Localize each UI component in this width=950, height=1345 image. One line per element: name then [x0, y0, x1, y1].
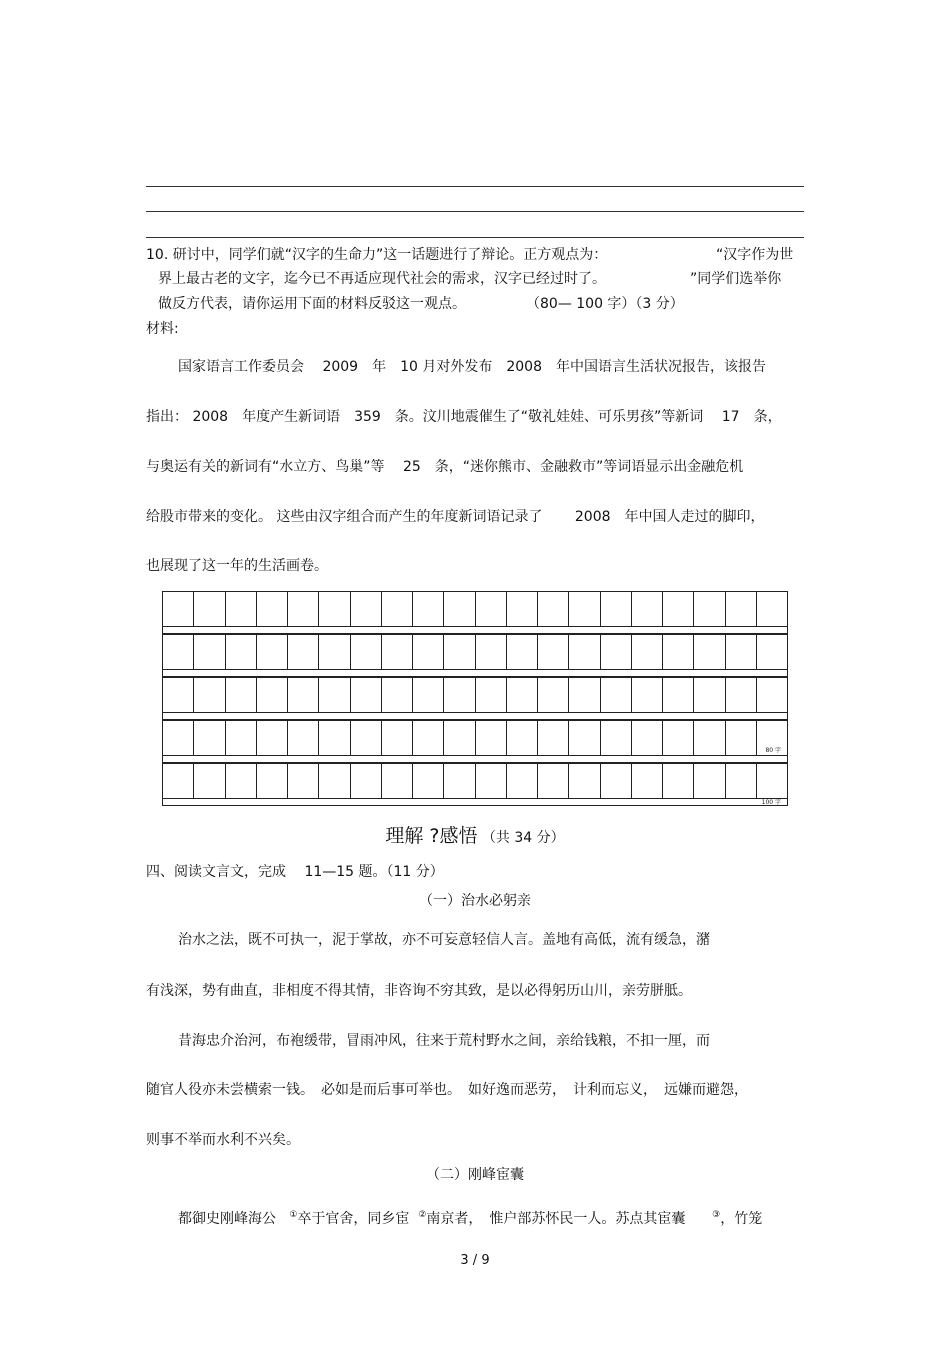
section-title: 理解 ?感悟 [385, 825, 478, 847]
answer-line-2 [146, 211, 804, 212]
q10-line1-a: 10. 研讨中，同学们就“汉字的生命力”这一话题进行了辩论。正方观点为： [146, 247, 608, 263]
grid-mark-80: 80 字 [765, 747, 781, 754]
q10-line2-a: 界上最古老的文字，迄今已不再适应现代社会的需求，汉字已经过时了。 [158, 271, 606, 287]
part4-heading: 四、阅读文言文，完成 11—15 题。（11 分） [146, 864, 444, 880]
material-label: 材料: [146, 321, 179, 337]
grid-row-4 [162, 720, 788, 763]
material-line-3: 与奥运有关的新词有“水立方、鸟巢”等 25 条，“迷你熊市、金融救市”等词语显示出金融危机 [146, 459, 744, 475]
passage1-line-5: 则事不举而水利不兴矣。 [146, 1132, 300, 1148]
passage2-seg-2: 卒于官舍，同乡宦 [297, 1211, 410, 1227]
answer-line-3 [146, 237, 804, 238]
passage2-seg-4: ，竹笼 [720, 1211, 763, 1227]
passage2-seg-1: 都御史刚峰海公 [178, 1211, 276, 1227]
grid-row-2 [162, 634, 788, 677]
passage2-line-1 [178, 1206, 762, 1228]
q10-line3-a: 做反方代表，请你运用下面的材料反驳这一观点。 [158, 296, 466, 312]
passage1-line-3: 昔海忠介治河，布袍缓带，冒雨冲风，往来于荒村野水之间，亲给钱粮，不扣一厘，而 [178, 1033, 710, 1049]
passage1-line-1: 治水之法，既不可执一，泥于掌故，亦不可妄意轻信人言。盖地有高低，流有缓急，潴 [178, 932, 710, 948]
section-heading [0, 823, 950, 851]
q10-line2-b: ”同学们选举你 [690, 271, 782, 287]
page-number: 3 / 9 [460, 1253, 490, 1268]
grid-mark-100: 100 字 [761, 799, 781, 806]
grid-row-1 [162, 591, 788, 634]
passage2-title: （二）刚峰宦囊 [426, 1167, 524, 1183]
passage2-seg-3: 南京者， 惟户部苏怀民一人。苏点其宦囊 [426, 1211, 686, 1227]
footnote-ref-3: ③ [712, 1210, 721, 1220]
q10-line1-b: “汉字作为世 [716, 247, 794, 263]
material-line-2: 指出： 2008 年度产生新词语 359 条。汶川地震催生了“敬礼娃娃、可乐男孩”等新词 17 条， [146, 409, 782, 425]
grid-row-5 [162, 763, 788, 806]
passage1-line-4: 随官人役亦未尝横索一钱。 必如是而后事可举也。 如好逸而恶劳， 计利而忘义， 远嫌而避怨， [146, 1082, 748, 1098]
passage1-title: （一）治水必躬亲 [419, 893, 531, 909]
q10-line3-b: （80— 100 字）（3 分） [526, 296, 684, 312]
answer-line-1 [146, 186, 804, 187]
footnote-ref-1: ① [289, 1210, 298, 1220]
material-line-1: 国家语言工作委员会 2009 年 10 月对外发布 2008 年中国语言生活状况报告，该报告 [178, 359, 766, 375]
footnote-ref-2: ② [418, 1210, 427, 1220]
section-subtitle: （共 34 分） [481, 830, 565, 846]
material-line-4: 给股市带来的变化。 这些由汉字组合而产生的年度新词语记录了 2008 年中国人走过的脚印， [146, 509, 765, 525]
material-line-5: 也展现了这一年的生活画卷。 [146, 558, 328, 574]
passage1-line-2: 有浅深，势有曲直，非相度不得其情，非咨询不穷其致，是以必得躬历山川，亲劳胼胝。 [146, 983, 692, 999]
writing-grid[interactable] [162, 591, 788, 809]
grid-row-3 [162, 677, 788, 720]
